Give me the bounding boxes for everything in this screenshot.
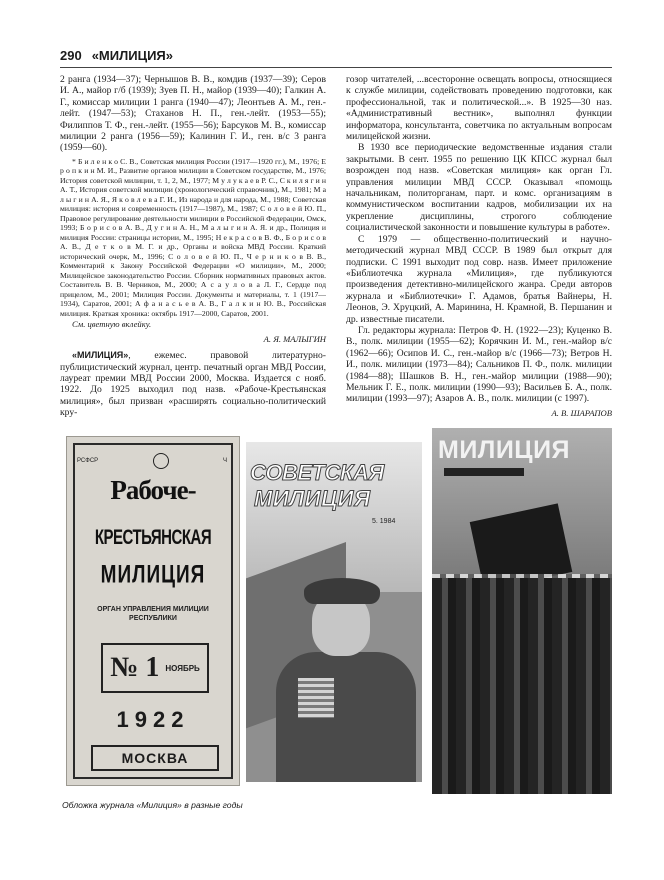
- page-number: 290: [60, 47, 82, 63]
- cover-city: МОСКВА: [91, 745, 219, 771]
- see-also-note: См. цветную вклейку.: [72, 319, 152, 330]
- cover-year: 1922: [116, 707, 190, 732]
- bibliography: * Б и л е н к о С. В., Советская милиция России (1917—1920 гг.), М., 1976; Е р о п к и н М. И., Развитие органов милиции в Советском государстве, М., 1976; История советской милиции, т. 1, 2, М., 1977; М у л у к а е в Р. С., С к и л я г и н А. Т., История советской милиции (хронологический справочник), М., 1981; М а л ы г и н А. Я., Я к о в л е в а Г. И., Из народа и для народа, М., 1988; Советская милиция: история и современность (1917—1987), М., 1987; С о л о в е й Ю. П., Правовое регулирование деятельности милиции в Российской Федерации, Омск, 1993; Б о р и с о в А. В., Д у г и н А. Н., М а л ы г и н А. Я. и др., Полиция и милиция России: страницы истории, М., 1995; Н е к р а с о в В. Ф., Б о р и с о в А. В., Д е т к о в М. Г. и др., Органы и войска МВД России. Краткий исторический очерк, М., 1996; С о л о в е й Ю. П., Ч е р н и к о в В. В., Комментарий к Закону Российской Федерации «О милиции», М., 2000; Милицейское законодательство России. Сборник нормативных правовых актов. Составитель В. В. Черников, М., 2000; А с а у л о в а Л. Г., Сердце под прицелом, М., 2001; Милиция России. Документы и материалы, т. 1 (1917—1934), Саратов, 2001; А ф а н а с ь е в А. В., Г а л к и н Ю. В., Российская милиция. Краткая хроника: октябрь 1917—2000, Саратов, 2001.: [60, 156, 326, 318]
- officer-figure: [276, 652, 416, 782]
- cover-1984: [246, 442, 422, 782]
- running-header: [60, 46, 612, 64]
- issue-number: № 1: [110, 652, 160, 683]
- paragraph-2: В 1930 все периодические ведомственные издания стали закрытыми. В сент. 1955 по решению ЦК КПСС журнал был возрожден под назв. «Советская милиция» как орган Гл. управления милиции МВД СССР. Оказывал «помощь начальникам, политорганам, парт. и комс. организациям в коммунистическом воспитании кадров, мобилизации их на укрепление дисциплины, строгого соблюдение социалистической законности и повышение культуры в работе».: [346, 142, 612, 234]
- cover-top-right: Ч: [222, 458, 227, 464]
- figure-caption: Обложка журнала «Милиция» в разные годы: [62, 800, 243, 810]
- issue-month: НОЯБРЬ: [165, 663, 200, 673]
- cover-illustrations: [60, 426, 612, 796]
- cover-1922: [66, 436, 240, 786]
- entry-title: «МИЛИЦИЯ»: [72, 350, 129, 361]
- header-rule: [60, 67, 612, 68]
- cover-title-line1: Рабоче-: [110, 475, 196, 505]
- parade-crowd: [432, 578, 612, 794]
- right-column: [346, 74, 612, 419]
- paragraph-1: гозор читателей, ...всесторонне освещать вопросы, относящиеся к службе милиции, содействовать проведению подготовки, как профессиональной, так и политической...». В 1925—30 наз. «Административный вестник», выполнял функции информатора, консультанта, советчика по актуальным вопросам милицейской жизни.: [346, 74, 612, 143]
- author-signature-1: А. Я. МАЛЫГИН: [263, 333, 326, 344]
- cover-1984-title-line1: СОВЕТСКАЯ: [250, 460, 384, 485]
- paragraph-4: Гл. редакторы журнала: Петров Ф. Н. (1922—23); Куценко В. В., полк. милиции (1955—62); Корячкин И. М., ген.-майор в/с (1962—66); Осипов И. С., ген.-майор в/с (1966—73); Ветров Н. И., полк. милиции (1973—84); Сальников П. Ф., полк. милиции (1984—88); Шашков В. Н., ген.-майор милиции (1988—90); Мельник Г. Е., полк. милиции (1990—93); Васильев Б. А., полк. милиции (1993—97); Азаров А. В., полк. милиции (с 1997).: [346, 324, 612, 405]
- cover-title-line2: КРЕСТЬЯНСКАЯ: [94, 525, 212, 550]
- editors-list-continued: 2 ранга (1934—37); Чернышов В. В., комдив (1937—39); Серов И. А., майор г/б (1939); Зуев П. Н., майор (1939—40); Галкин А. Г., комиссар милиции 1 ранга (1940—47); Леонтьев А. М., ген.-лейт. (1947—53); Стаханов Н. П., ген.-лейт. (1953—55); Филиппов Т. Ф., ген.-лейт. (1955—56); Барсуков М. В., комиссар милиции 2 ранга (1956—59); Калинин Г. И., ген. в/с 3 ранга (1959—60).: [60, 74, 326, 154]
- cover-org: РСФСР: [77, 458, 99, 464]
- cover-title-line3: МИЛИЦИЯ: [100, 561, 206, 589]
- cover-1984-title-line2: МИЛИЦИЯ: [254, 486, 371, 511]
- emblem-icon: [153, 453, 169, 469]
- officer-cap: [304, 578, 380, 604]
- cover-modern: [432, 428, 612, 794]
- cover-subtitle: ОРГАН УПРАВЛЕНИЯ МИЛИЦИИ РЕСПУБЛИКИ: [97, 606, 209, 622]
- cover-1984-issue: 5. 1984: [372, 518, 396, 525]
- paragraph-3: С 1979 — общественно-политический и научно-методический журнал МВД СССР. В 1989 был открыт для подписки. С 1991 выходит под совр. назв. Имеет приложение «Библиотечка журнала «Милиция», где публикуются произведения детективно-милицейского жанра. Среди авторов журнала и «Библиотечки» Г. Адамов, братья Вайнеры, Н. Леонов, Э. Хруцкий, А. Маринина, Н. Крамной, В. Першанин и др. известные писатели.: [346, 233, 612, 325]
- entry-text: , ежемес. правовой литературно-публицистический журнал, центр. печатный орган МВД России, лауреат премии МВД России 2000, Москва. Издается с нояб. 1922. До 1925 выходил под назв. «Рабоче-Крестьянская милиция», был призван «расширять социально-политический кру-: [60, 350, 326, 419]
- left-column: [60, 74, 326, 419]
- issue-box: [101, 643, 209, 693]
- section-title: «МИЛИЦИЯ»: [91, 47, 173, 63]
- author-signature-2: А. В. ШАРАПОВ: [551, 407, 612, 418]
- medals: [298, 678, 334, 718]
- cover-modern-title: МИЛИЦИЯ: [438, 436, 571, 464]
- entry-paragraph: [60, 350, 326, 418]
